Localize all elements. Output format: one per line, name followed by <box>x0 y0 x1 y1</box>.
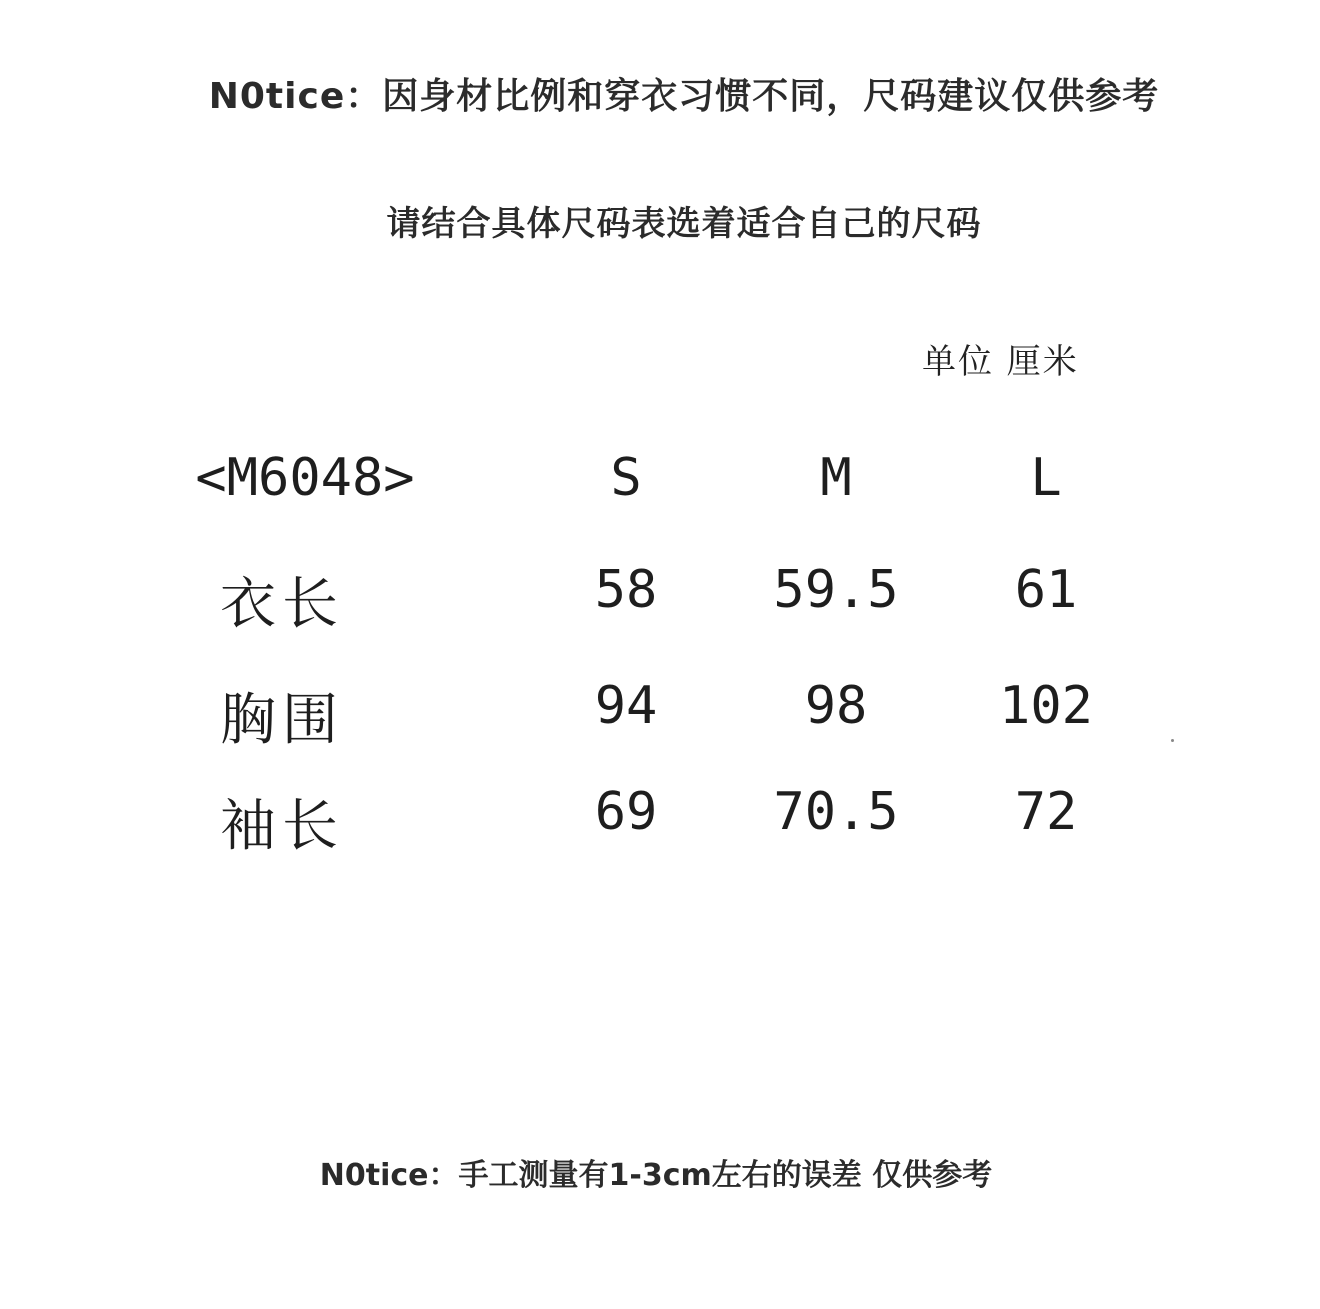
table-cell: 59.5 <box>773 560 899 620</box>
notice-subtitle: 请结合具体尺码表选着适合自己的尺码 <box>386 204 982 244</box>
row-label-sleeve: 袖长 <box>220 794 344 859</box>
table-cell: 72 <box>1014 782 1078 842</box>
model-code: <M6048> <box>195 448 415 508</box>
table-cell: 102 <box>999 676 1093 736</box>
unit-label: 单位 厘米 <box>922 342 1079 382</box>
table-cell: 61 <box>1014 560 1078 620</box>
size-header-m: M <box>820 448 852 508</box>
table-cell: 98 <box>804 676 868 736</box>
row-label-chest: 胸围 <box>220 688 344 753</box>
table-cell: 70.5 <box>773 782 899 842</box>
size-header-l: L <box>1030 448 1062 508</box>
table-cell: 69 <box>594 782 658 842</box>
notice-top: N0tice：因身材比例和穿衣习惯不同，尺码建议仅供参考 <box>208 76 1160 117</box>
table-cell: 94 <box>594 676 658 736</box>
table-cell: 58 <box>594 560 658 620</box>
size-header-s: S <box>610 448 642 508</box>
stray-dot <box>1171 739 1174 742</box>
notice-bottom: N0tice：手工测量有1-3cm左右的误差 仅供参考 <box>319 1158 993 1193</box>
row-label-length: 衣长 <box>220 572 344 637</box>
